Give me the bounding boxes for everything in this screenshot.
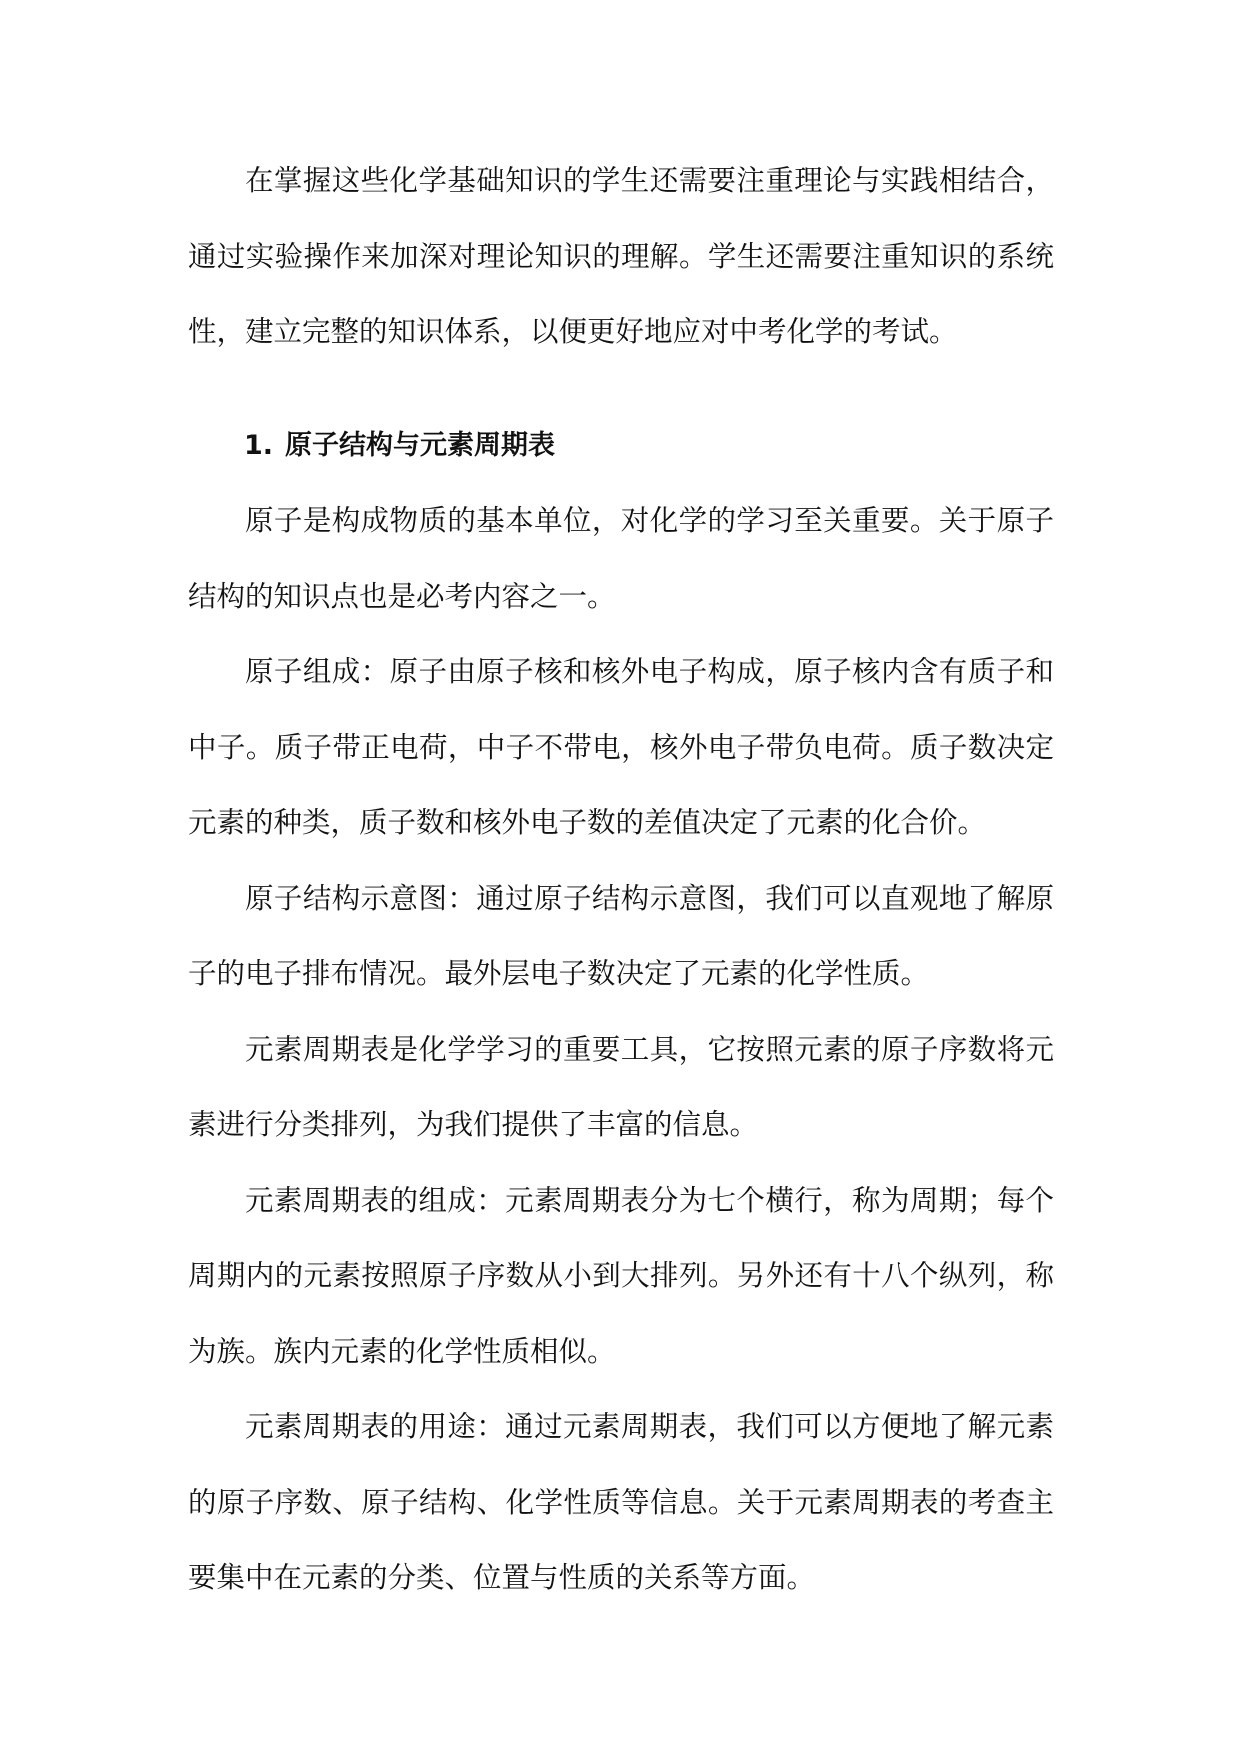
body-paragraph: 元素周期表是化学学习的重要工具，它按照元素的原子序数将元素进行分类排列，为我们提供了丰富的信息。 — [188, 1032, 1054, 1141]
section-title: 原子结构与元素周期表 — [285, 429, 556, 461]
intro-paragraph: 在掌握这些化学基础知识的学生还需要注重理论与实践相结合，通过实验操作来加深对理论知识的理解。学生还需要注重知识的系统性，建立完整的知识体系，以便更好地应对中考化学的考试。 — [188, 164, 1054, 348]
document-body — [188, 143, 1054, 1616]
body-paragraph: 元素周期表的组成：元素周期表分为七个横行，称为周期；每个周期内的元素按照原子序数从小到大排列。另外还有十八个纵列，称为族。族内元素的化学性质相似。 — [188, 1183, 1054, 1368]
body-paragraph: 原子组成：原子由原子核和核外电子构成，原子核内含有质子和中子。质子带正电荷，中子不带电，核外电子带负电荷。质子数决定元素的种类，质子数和核外电子数的差值决定了元素的化合价。 — [188, 655, 1054, 839]
section-heading — [188, 408, 1054, 484]
section-number: 1. — [244, 429, 274, 461]
body-paragraph: 原子结构示意图：通过原子结构示意图，我们可以直观地了解原子的电子排布情况。最外层电子数决定了元素的化学性质。 — [188, 881, 1054, 990]
body-paragraph: 原子是构成物质的基本单位，对化学的学习至关重要。关于原子结构的知识点也是必考内容之一。 — [188, 504, 1054, 613]
body-paragraph: 元素周期表的用途：通过元素周期表，我们可以方便地了解元素的原子序数、原子结构、化学性质等信息。关于元素周期表的考查主要集中在元素的分类、位置与性质的关系等方面。 — [188, 1410, 1054, 1594]
